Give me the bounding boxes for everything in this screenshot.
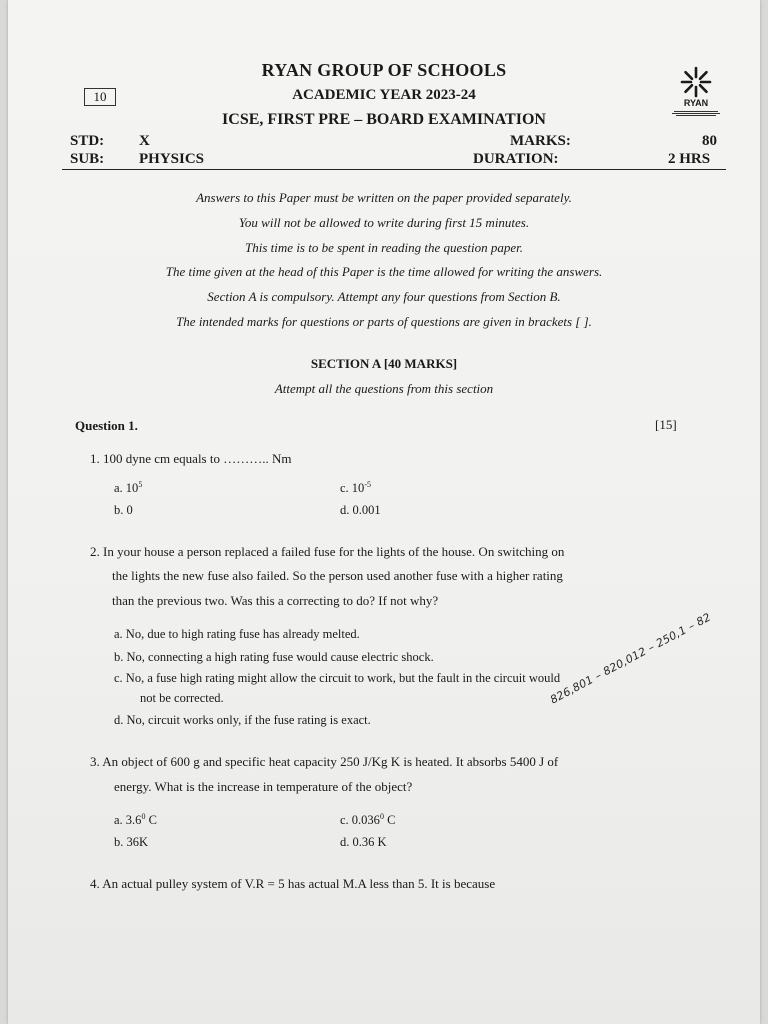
q2-option-a: a. No, due to high rating fuse has already melted. [114, 627, 360, 641]
q3-option-c: c. 0.036$^0$ C [340, 811, 396, 827]
q3-option-b: b. 36K [114, 835, 149, 849]
sub-value: PHYSICS [139, 151, 205, 167]
q2-option-d: d. No, circuit works only, if the fuse rating is exact. [114, 713, 371, 727]
section-title: SECTION A [40 MARKS] [310, 356, 458, 371]
q1-option-a: a. $10^5$ [114, 479, 143, 495]
logo-wordmark: RYAN [683, 98, 709, 108]
q1-option-c: c. $10^{-5}$ [340, 479, 371, 495]
section-subtitle: Attempt all the questions from this section [274, 381, 494, 396]
instruction-line: You will not be allowed to write during first 15 minutes. [238, 215, 530, 230]
paper-code-box: 10 [84, 88, 116, 106]
marks-label: MARKS: [510, 133, 571, 149]
academic-year: ACADEMIC YEAR 2023-24 [292, 87, 476, 103]
instruction-line: The intended marks for questions or parts of questions are given in brackets [ ]. [176, 314, 592, 329]
handwritten-note: 826,801 – 820,012 – 250,1 – 82 [548, 610, 713, 707]
q2-line: than the previous two. Was this a correcting to do? If not why? [112, 593, 439, 608]
question-1-label: Question 1. [75, 418, 138, 433]
q3-line: 3. An object of 600 g and specific heat capacity 250 J/Kg K is heated. It absorbs 5400 J of [90, 754, 559, 769]
instruction-line: The time given at the head of this Paper is the time allowed for writing the answers. [165, 264, 603, 279]
duration-value: 2 HRS [668, 151, 711, 167]
q3-line: energy. What is the increase in temperature of the object? [114, 779, 413, 794]
exam-paper-sheet [8, 0, 760, 1024]
logo-tagline-lines [668, 110, 724, 117]
std-label: STD: [70, 133, 105, 149]
q2-option-c-cont: not be corrected. [140, 691, 224, 705]
q2-option-c: c. No, a fuse high rating might allow the circuit to work, but the fault in the circuit would [114, 671, 561, 685]
marks-value: 80 [702, 133, 717, 149]
q3-option-a: a. $3.6^0$ C [114, 811, 157, 827]
q1-option-d: d. 0.001 [340, 503, 381, 517]
duration-label: DURATION: [473, 151, 559, 167]
q1-option-b: b. 0 [114, 503, 133, 517]
q4-line: 4. An actual pulley system of V.R = 5 has actual M.A less than 5. It is because [90, 876, 496, 891]
q2-line: the lights the new fuse also failed. So the person used another fuse with a higher rating [112, 568, 563, 583]
q3-option-d: d. 0.36 K [340, 835, 387, 849]
exam-title: ICSE, FIRST PRE – BOARD EXAMINATION [222, 111, 546, 128]
q1-text: 1. 100 dyne cm equals to ……….. Nm [90, 451, 292, 466]
ryan-logo-icon [668, 66, 724, 100]
question-1-marks: [15] [655, 417, 677, 432]
header-divider [62, 169, 726, 170]
sub-label: SUB: [70, 151, 105, 167]
school-name: RYAN GROUP OF SCHOOLS [261, 60, 507, 80]
q2-option-b: b. No, connecting a high rating fuse would cause electric shock. [114, 650, 434, 664]
instruction-line: Section A is compulsory. Attempt any four questions from Section B. [207, 289, 561, 304]
std-value: X [139, 133, 150, 149]
q2-line: 2. In your house a person replaced a failed fuse for the lights of the house. On switching on [90, 544, 565, 559]
instruction-line: This time is to be spent in reading the question paper. [245, 240, 523, 255]
instruction-line: Answers to this Paper must be written on the paper provided separately. [196, 190, 572, 205]
